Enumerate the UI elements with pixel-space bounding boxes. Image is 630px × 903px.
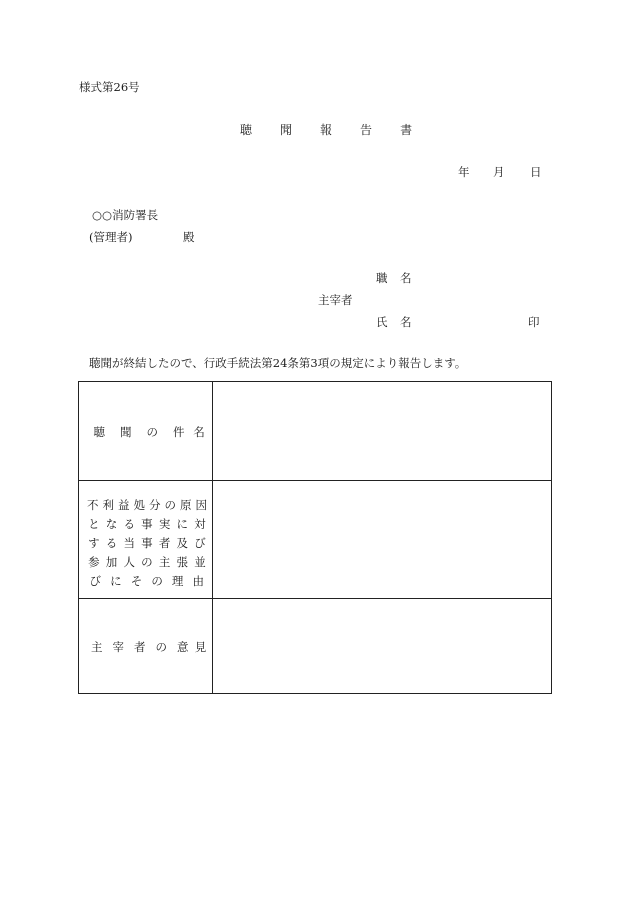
report-statement: 聴聞が終結したので、行政手続法第24条第3項の規定により報告します。 — [89, 356, 467, 370]
name-char: 名 — [400, 315, 412, 329]
label-char: 件 — [173, 425, 185, 439]
label-line — [85, 553, 209, 572]
label-char: 人 — [123, 555, 135, 569]
row-label-facts-and-claims — [85, 496, 209, 591]
label-char: と — [88, 517, 100, 531]
label-char: 当 — [123, 536, 135, 550]
label-char: 者 — [158, 536, 171, 550]
label-char: 及 — [176, 536, 189, 550]
label-char: 益 — [118, 498, 130, 512]
label-char: 理 — [171, 574, 184, 588]
title-char: 聞 — [280, 123, 293, 137]
label-line — [85, 496, 209, 515]
row-label-presider-opinion — [86, 642, 208, 654]
job-title-label — [376, 273, 412, 285]
label-char: 不 — [87, 498, 99, 512]
table-column-divider — [212, 382, 213, 693]
label-char: 事 — [141, 536, 153, 550]
addressee-line-1: ○○消防署長 — [92, 208, 159, 222]
label-char: び — [89, 574, 102, 588]
label-char: の — [164, 498, 176, 512]
label-char: 聴 — [93, 425, 105, 439]
label-char: 意 — [177, 640, 189, 654]
label-char: 者 — [134, 640, 146, 654]
label-char: る — [105, 536, 118, 550]
date-year: 年 — [458, 165, 470, 179]
label-char: の — [155, 640, 167, 654]
seal-mark: 印 — [528, 315, 540, 329]
addressee-honorific: 殿 — [183, 230, 195, 244]
label-char: 主 — [158, 555, 171, 569]
label-char: 聞 — [120, 425, 132, 439]
report-table — [78, 381, 552, 694]
label-char: 分 — [149, 498, 161, 512]
label-char: 処 — [133, 498, 145, 512]
row-label-hearing-case — [86, 427, 206, 439]
label-char: に — [176, 517, 189, 531]
title-char: 報 — [320, 123, 333, 137]
document-title — [240, 124, 412, 137]
label-char: す — [88, 536, 100, 550]
label-char: 主 — [91, 640, 103, 654]
label-char: 宰 — [112, 640, 124, 654]
label-char: 事 — [141, 517, 153, 531]
label-char: の — [146, 425, 158, 439]
label-char: 名 — [193, 425, 205, 439]
label-char: 実 — [158, 517, 171, 531]
date-month: 月 — [493, 165, 505, 179]
label-char: 参 — [88, 555, 100, 569]
presider-label: 主宰者 — [318, 293, 353, 307]
label-char: 因 — [195, 498, 207, 512]
label-char: な — [105, 517, 118, 531]
form-number: 様式第26号 — [79, 80, 140, 94]
label-char: び — [194, 536, 206, 550]
title-char: 告 — [360, 123, 373, 137]
label-char: る — [123, 517, 135, 531]
label-char: 張 — [176, 555, 189, 569]
label-char: そ — [130, 574, 143, 588]
job-title-char: 名 — [400, 271, 412, 285]
table-row-divider — [79, 480, 551, 481]
label-line — [85, 534, 209, 553]
label-char: 原 — [180, 498, 192, 512]
label-char: に — [110, 574, 122, 588]
label-line — [85, 572, 209, 591]
table-row-divider — [79, 598, 551, 599]
label-char: 加 — [105, 555, 118, 569]
date-day: 日 — [530, 165, 542, 179]
name-label — [376, 317, 412, 329]
label-char: 対 — [194, 517, 206, 531]
label-char: 利 — [102, 498, 114, 512]
label-char: 並 — [194, 555, 206, 569]
label-char: 由 — [192, 574, 205, 588]
name-char: 氏 — [376, 315, 388, 329]
label-line — [85, 515, 209, 534]
label-char: の — [141, 555, 153, 569]
date-line — [458, 167, 542, 179]
title-char: 書 — [400, 123, 413, 137]
title-char: 聴 — [240, 123, 253, 137]
label-char: 見 — [194, 640, 207, 654]
label-char: の — [151, 574, 163, 588]
addressee-line-2-prefix: (管理者) — [89, 230, 133, 244]
job-title-char: 職 — [376, 271, 388, 285]
